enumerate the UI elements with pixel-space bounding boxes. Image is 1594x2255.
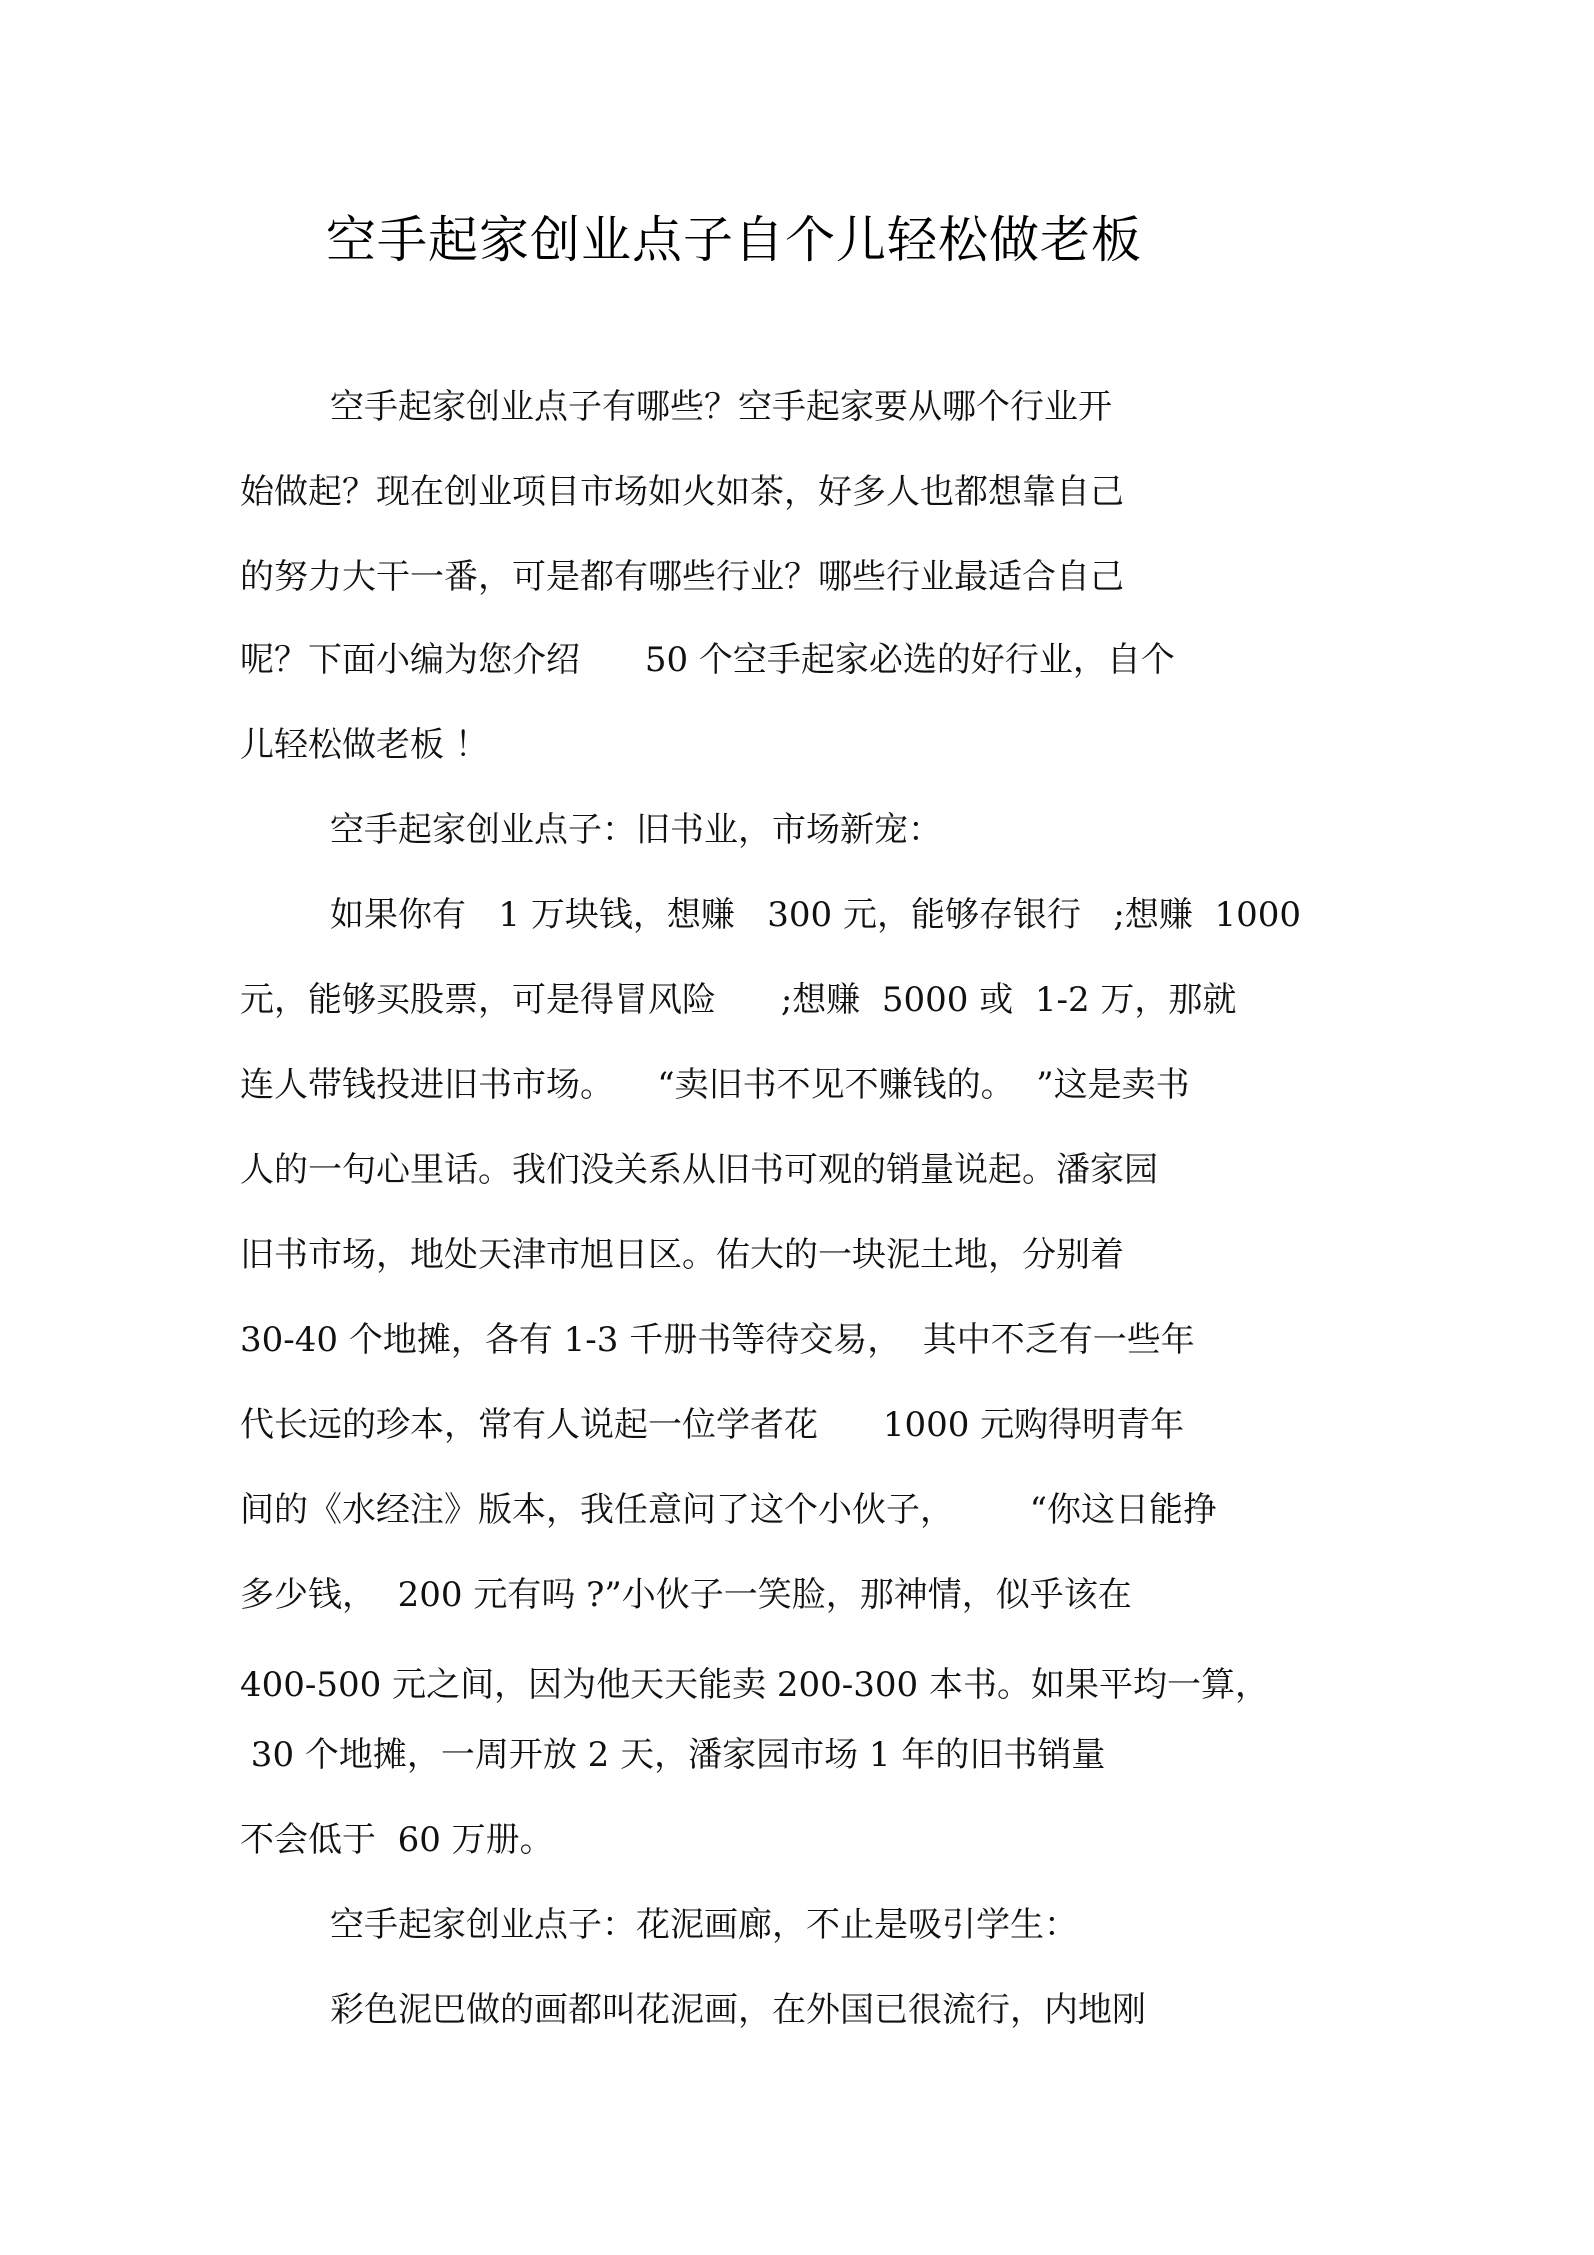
paragraph-line: 始做起？现在创业项目市场如火如茶，好多人也都想靠自己 — [240, 472, 1124, 512]
paragraph-line: 的努力大干一番，可是都有哪些行业？哪些行业最适合自己 — [240, 557, 1124, 597]
paragraph-line: 儿轻松做老板 ！ — [240, 725, 489, 765]
paragraph-line: 空手起家创业点子有哪些？空手起家要从哪个行业开 — [330, 387, 1112, 427]
paragraph-line: 旧书市场，地处天津市旭日区。佑大的一块泥土地，分别着 — [240, 1235, 1124, 1275]
paragraph-line: 不会低于 60 万册。 — [240, 1820, 554, 1860]
document-title: 空手起家创业点子自个儿轻松做老板 — [326, 211, 1142, 269]
paragraph-line: 元，能够买股票，可是得冒风险 ;想赚 5000 或 1-2 万，那就 — [240, 980, 1237, 1020]
paragraph-line: 30-40 个地摊，各有 1-3 千册书等待交易， 其中不乏有一些年 — [240, 1320, 1195, 1360]
paragraph-line: 30 个地摊，一周开放 2 天，潘家园市场 1 年的旧书销量 — [240, 1735, 1106, 1775]
section-heading: 空手起家创业点子：花泥画廊，不止是吸引学生： — [330, 1905, 1078, 1945]
paragraph-line: 如果你有 1 万块钱，想赚 300 元，能够存银行 ;想赚 1000 — [330, 895, 1302, 935]
paragraph-line: 呢？下面小编为您介绍 50 个空手起家必选的好行业，自个 — [240, 640, 1175, 680]
paragraph-line: 多少钱， 200 元有吗 ?”小伙子一笑脸，那神情，似乎该在 — [240, 1575, 1132, 1615]
section-heading: 空手起家创业点子：旧书业，市场新宠： — [330, 810, 942, 850]
paragraph-line: 连人带钱投进旧书市场。 “卖旧书不见不赚钱的。 ”这是卖书 — [240, 1065, 1190, 1105]
paragraph-line: 人的一句心里话。我们没关系从旧书可观的销量说起。潘家园 — [240, 1150, 1158, 1190]
paragraph-line: 彩色泥巴做的画都叫花泥画，在外国已很流行，内地刚 — [330, 1990, 1146, 2030]
paragraph-line: 代长远的珍本，常有人说起一位学者花 1000 元购得明青年 — [240, 1405, 1185, 1445]
paragraph-line: 间的《水经注》版本，我任意问了这个小伙子， “你这日能挣 — [240, 1490, 1218, 1530]
paragraph-line: 400-500 元之间，因为他天天能卖 200-300 本书。如果平均一算， — [240, 1665, 1269, 1705]
